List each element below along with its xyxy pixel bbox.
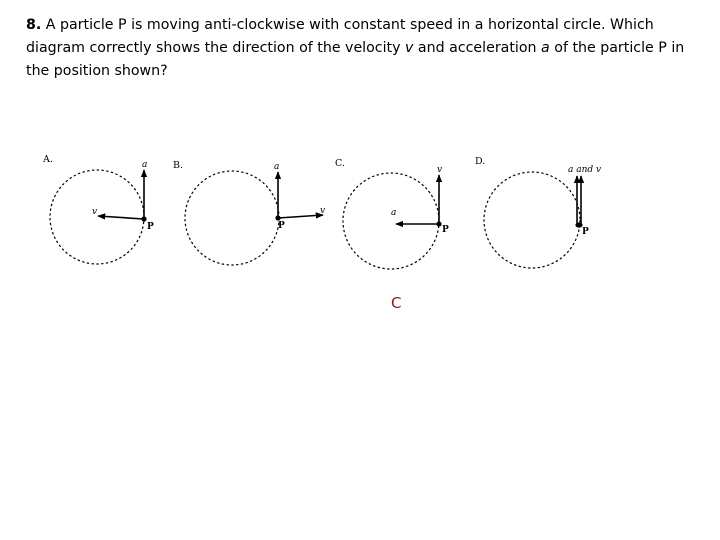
diagram-c-particle (436, 221, 441, 226)
diagram-b-right-arrow (278, 215, 323, 218)
diagram-b-particle (275, 215, 280, 220)
diagram-a-left-arrow (98, 216, 144, 219)
question-text-part-2: and acceleration (413, 40, 542, 56)
question-text-part-3: of the particle P in the position shown? (26, 40, 685, 79)
acceleration-symbol: a (541, 40, 550, 56)
diagram-d-up-label: a and v (568, 165, 602, 175)
diagram-d (475, 156, 601, 268)
question-text-part-1: A particle P is moving anti-clockwise with constant speed in a horizontal circle. Which diagram correctly shows the direction of the velocity (26, 17, 654, 56)
diagram-c-point-label: P (442, 225, 449, 235)
diagram-a-circle (50, 170, 144, 264)
diagram-b (173, 160, 325, 265)
diagram-a-left-label: v (92, 207, 98, 217)
diagram-a-label: A. (43, 154, 53, 165)
diagram-d-point-label: P (582, 227, 589, 237)
diagram-a-particle (141, 216, 146, 221)
diagram-b-up-label: a (274, 162, 280, 172)
diagram-c-left-label: a (391, 208, 397, 218)
diagram-b-circle (185, 171, 279, 265)
diagram-a-point-label: P (147, 222, 154, 232)
diagram-b-right-label: v (320, 206, 326, 216)
diagram-c-label: C. (335, 158, 345, 169)
diagram-d-circle (484, 172, 580, 268)
diagram-a (42, 154, 154, 264)
diagram-c (335, 158, 449, 269)
diagram-a-up-label: a (142, 160, 148, 170)
answer-text: C (391, 294, 402, 312)
diagram-d-label: D. (475, 156, 486, 167)
diagram-b-point-label: P (278, 221, 285, 231)
diagram-c-up-label: v (437, 165, 443, 175)
diagram-c-circle (343, 173, 439, 269)
velocity-symbol: v (405, 40, 414, 56)
diagram-b-label: B. (173, 160, 184, 171)
question-number: 8. (26, 17, 42, 33)
